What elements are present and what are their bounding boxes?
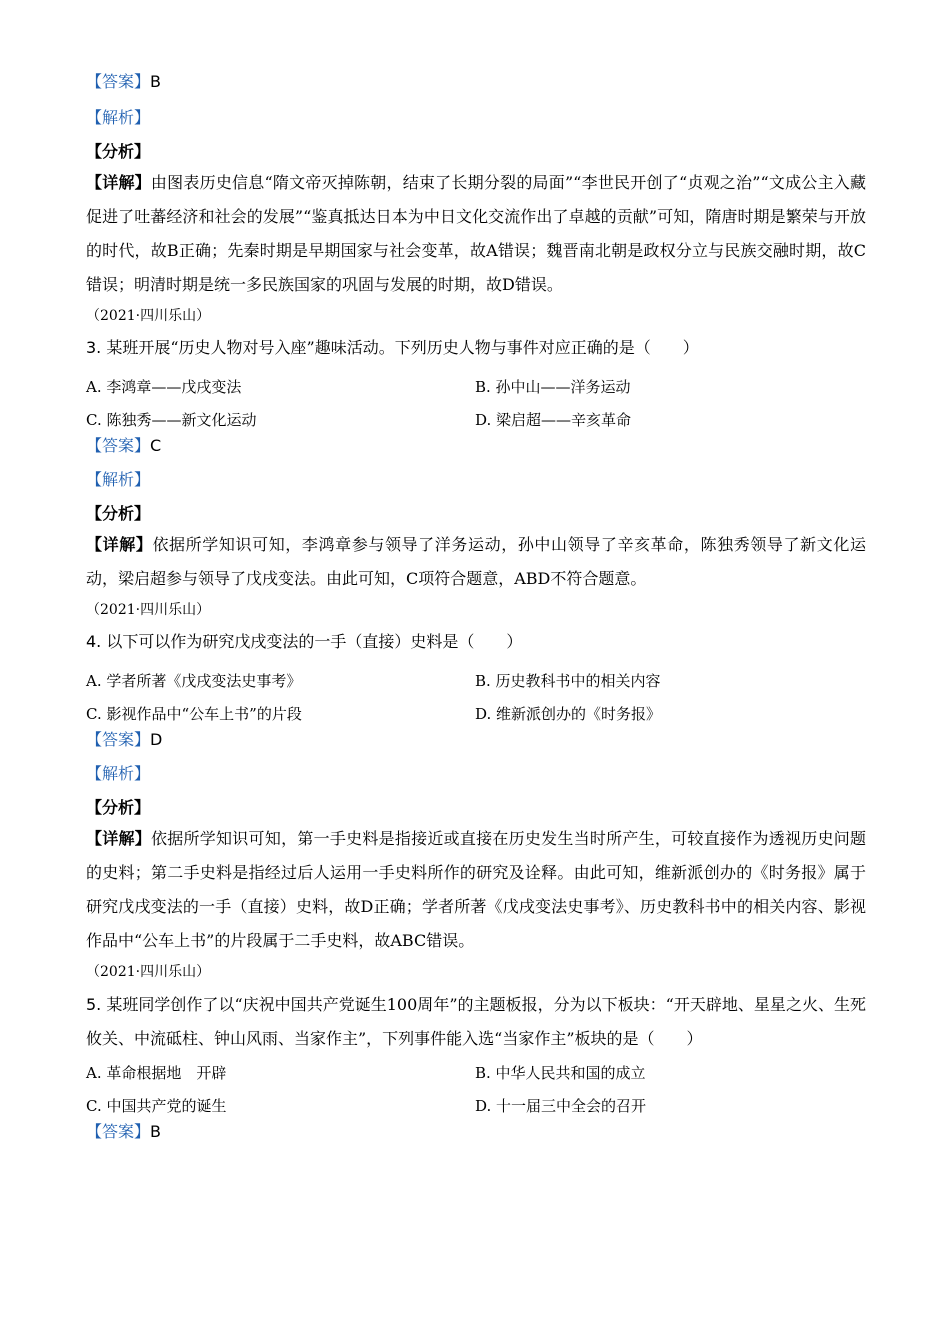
answer-line — [86, 730, 866, 764]
options-row — [86, 1056, 866, 1089]
option-a: A. 学者所著《戊戌变法史事考》 — [86, 672, 302, 690]
question-text: 某班同学创作了以“庆祝中国共产党诞生100周年”的主题板报，分为以下板块：“开天辟地、星星之火、生死攸关、中流砥柱、钟山风雨、当家作主”，下列事件能入选“当家作主”板块的是（ ） — [86, 995, 866, 1048]
options-row — [86, 664, 866, 697]
question-number: 4. — [86, 632, 102, 651]
detail-tag: 【详解】 — [86, 173, 151, 192]
question-stem — [86, 338, 866, 370]
question-text: 某班开展“历史人物对号入座”趣味活动。下列历史人物与事件对应正确的是（ ） — [101, 338, 699, 357]
answer-tag: 【答案】 — [86, 72, 151, 91]
question-source: （2021·四川乐山） — [86, 308, 211, 324]
question-number: 5. — [86, 995, 102, 1014]
options-row — [86, 697, 866, 730]
detail-text: 依据所学知识可知，李鸿章参与领导了洋务运动，孙中山领导了辛亥革命，陈独秀领导了新文化运动，梁启超参与领导了戊戌变法。由此可知，C项符合题意，ABD不符合题意。 — [86, 535, 866, 588]
option-b: B. 孙中山——洋务运动 — [475, 378, 631, 396]
option-d: D. 梁启超——辛亥革命 — [475, 411, 632, 429]
document-page — [86, 72, 866, 1156]
answer-value: D — [150, 730, 163, 749]
analysis-tag: 【解析】 — [86, 108, 151, 127]
detail-paragraph — [86, 528, 866, 596]
answer-line — [86, 1122, 866, 1156]
question-text: 以下可以作为研究戊戌变法的一手（直接）史料是（ ） — [101, 632, 523, 651]
answer-line — [86, 72, 866, 108]
options-row — [86, 403, 866, 436]
fenxi-label: 【分析】 — [86, 142, 151, 161]
detail-tag: 【详解】 — [86, 535, 153, 554]
analysis-tag: 【解析】 — [86, 764, 151, 783]
options-row — [86, 1089, 866, 1122]
analysis-tag: 【解析】 — [86, 470, 151, 489]
answer-value: C — [150, 436, 162, 455]
detail-paragraph — [86, 822, 866, 958]
option-a: A. 革命根据地 开辟 — [86, 1064, 227, 1082]
option-b: B. 中华人民共和国的成立 — [475, 1064, 646, 1082]
options-row — [86, 370, 866, 403]
question-number: 3. — [86, 338, 102, 357]
fenxi-label: 【分析】 — [86, 504, 151, 523]
answer-value: B — [150, 1122, 161, 1141]
option-b: B. 历史教科书中的相关内容 — [475, 672, 661, 690]
question-stem — [86, 632, 866, 664]
option-d: D. 维新派创办的《时务报》 — [475, 705, 662, 723]
detail-tag: 【详解】 — [86, 829, 152, 848]
detail-text: 依据所学知识可知，第一手史料是指接近或直接在历史发生当时所产生，可较直接作为透视历史问题的史料；第二手史料是指经过后人运用一手史料所作的研究及诠释。由此可知，维新派创办的《时务报》属于研究戊戌变法的一手（直接）史料，故D正确；学者所著《戊戌变法史事考》、历史教科书中的相关内容、影视作品中“公车上书”的片段属于二手史料，故ABC错误。 — [86, 829, 866, 950]
question-source: （2021·四川乐山） — [86, 602, 211, 618]
option-d: D. 十一届三中全会的召开 — [475, 1097, 647, 1115]
question-stem — [86, 988, 866, 1056]
answer-tag: 【答案】 — [86, 436, 151, 455]
detail-text: 由图表历史信息“隋文帝灭掉陈朝，结束了长期分裂的局面”“李世民开创了“贞观之治”“文成公主入藏促进了吐蕃经济和社会的发展”“鉴真抵达日本为中日文化交流作出了卓越的贡献”可知，隋唐时期是繁荣与开放的时代，故B正确；先秦时期是早期国家与社会变革，故A错误；魏晋南北朝是政权分立与民族交融时期，故C错误；明清时期是统一多民族国家的巩固与发展的时期，故D错误。 — [86, 173, 866, 294]
detail-paragraph — [86, 166, 866, 302]
option-c: C. 影视作品中“公车上书”的片段 — [86, 705, 302, 723]
answer-tag: 【答案】 — [86, 730, 151, 749]
answer-value: B — [150, 72, 161, 91]
answer-tag: 【答案】 — [86, 1122, 151, 1141]
fenxi-label: 【分析】 — [86, 798, 151, 817]
question-source: （2021·四川乐山） — [86, 964, 211, 980]
answer-line — [86, 436, 866, 470]
option-c: C. 中国共产党的诞生 — [86, 1097, 227, 1115]
option-a: A. 李鸿章——戊戌变法 — [86, 378, 242, 396]
option-c: C. 陈独秀——新文化运动 — [86, 411, 257, 429]
